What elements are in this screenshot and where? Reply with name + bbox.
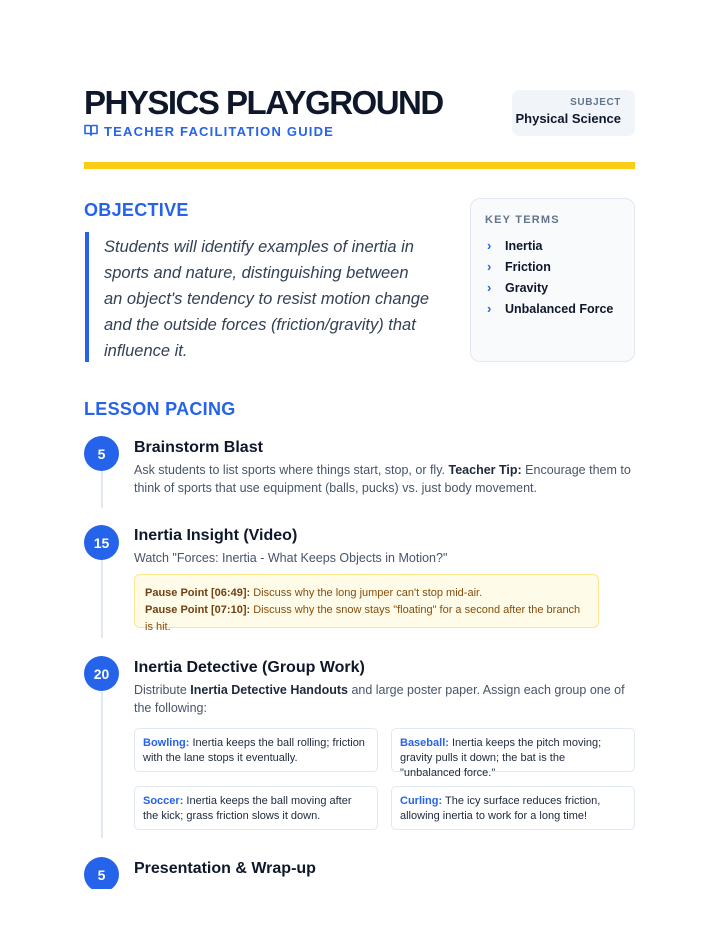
subject-label: SUBJECT bbox=[570, 97, 621, 108]
chevron-right-icon: › bbox=[487, 238, 492, 253]
sport-card-soccer: Soccer: Inertia keeps the ball moving after the kick; grass friction slows it down. bbox=[134, 786, 378, 830]
step-title: Brainstorm Blast bbox=[134, 439, 263, 456]
key-term-item: › Gravity bbox=[487, 280, 549, 295]
key-term-item: › Unbalanced Force bbox=[487, 301, 614, 316]
key-term-item: › Inertia bbox=[487, 238, 543, 253]
key-term-item: › Friction bbox=[487, 259, 551, 274]
timeline-connector bbox=[101, 560, 103, 638]
sport-card-baseball: Baseball: Inertia keeps the pitch moving; gravity pulls it down; the bat is the "unbalanced force." bbox=[391, 728, 635, 772]
subject-value: Physical Science bbox=[515, 111, 621, 126]
step-title: Presentation & Wrap-up bbox=[134, 860, 316, 877]
duration-badge: 15 bbox=[84, 525, 119, 560]
timeline-connector bbox=[101, 692, 103, 838]
sport-card-curling: Curling: The icy surface reduces friction, allowing inertia to work for a long time! bbox=[391, 786, 635, 830]
duration-badge: 5 bbox=[84, 857, 119, 889]
open-book-icon bbox=[84, 124, 98, 139]
chevron-right-icon: › bbox=[487, 301, 492, 316]
pause-point: Pause Point [06:49]: Discuss why the long jumper can't stop mid-air. bbox=[145, 587, 483, 599]
guide-subtitle bbox=[84, 124, 334, 139]
page-title: PHYSICS PLAYGROUND bbox=[84, 84, 443, 121]
step-title: Inertia Detective (Group Work) bbox=[134, 659, 365, 676]
duration-badge: 20 bbox=[84, 656, 119, 691]
chevron-right-icon: › bbox=[487, 280, 492, 295]
teacher-tip-label: Teacher Tip: bbox=[448, 463, 522, 477]
pause-points-box bbox=[134, 574, 599, 633]
objective-heading: OBJECTIVE bbox=[84, 200, 189, 220]
header-divider bbox=[84, 162, 635, 169]
step-title: Inertia Insight (Video) bbox=[134, 527, 298, 544]
timeline-connector bbox=[101, 470, 103, 508]
subject-badge bbox=[512, 90, 635, 136]
key-terms-heading: KEY TERMS bbox=[485, 214, 560, 226]
duration-badge-clip bbox=[84, 857, 120, 889]
objective-text: Students will identify examples of inertia in sports and nature, distinguishing between an object's tendency to resist motion change and the outside forces (friction/gravity) that influence it. bbox=[85, 232, 430, 362]
duration-badge: 5 bbox=[84, 436, 119, 471]
pause-point: Pause Point [07:10]: Discuss why the snow stays "floating" for a second after the branch is hit. bbox=[145, 604, 581, 633]
subtitle-text: TEACHER FACILITATION GUIDE bbox=[104, 124, 335, 139]
sport-card-bowling: Bowling: Inertia keeps the ball rolling; friction with the lane stops it eventually. bbox=[134, 728, 378, 772]
step-description: Distribute Inertia Detective Handouts and large poster paper. Assign each group one of the following: bbox=[134, 683, 625, 715]
step-description: Watch "Forces: Inertia - What Keeps Objects in Motion?" bbox=[134, 551, 448, 565]
key-terms-panel bbox=[470, 198, 635, 362]
handout-name: Inertia Detective Handouts bbox=[190, 683, 348, 697]
lesson-pacing-heading: LESSON PACING bbox=[84, 399, 236, 419]
step-description: Ask students to list sports where things start, stop, or fly. Teacher Tip: Encourage them to think of sports that use equipment (balls, pucks) vs. just body movement. bbox=[134, 463, 631, 495]
chevron-right-icon: › bbox=[487, 259, 492, 274]
